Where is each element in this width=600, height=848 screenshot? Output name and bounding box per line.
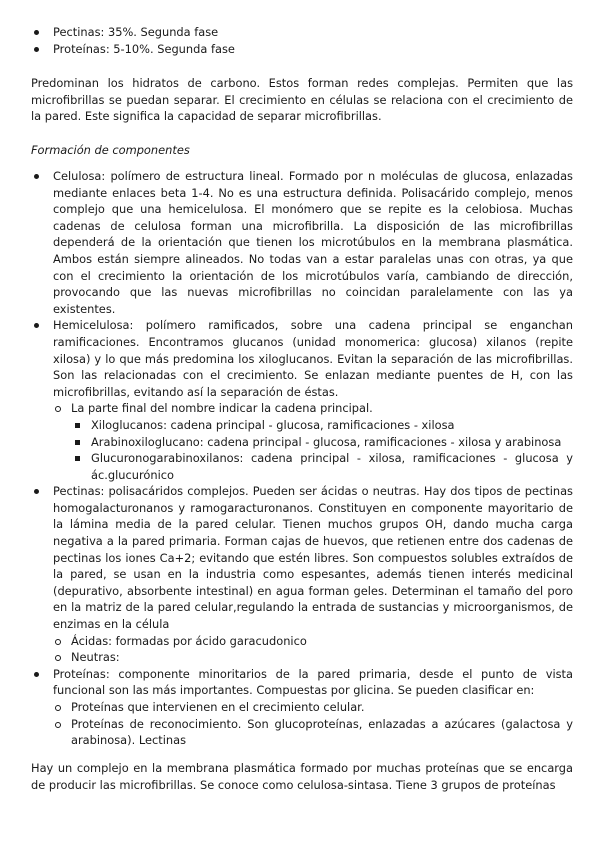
sub-sub-list-item: Arabinoxiloglucano: cadena principal - glucosa, ramificaciones - xilosa y arabinosa: [71, 434, 573, 451]
sub-list-item: Ácidas: formadas por ácido garacudonico: [51, 633, 573, 650]
components-list: [31, 168, 573, 749]
list-item-proteinas: Proteínas: componente minoritarios de la pared primaria, desde el punto de vista funcional son las más importantes. Compuestas por glicina. Se pueden clasificar en:: [31, 666, 573, 699]
list-item-pectinas: Pectinas: polisacáridos complejos. Pueden ser ácidas o neutras. Hay dos tipos de pectinas homogalacturonanos y ramogaracturonanos. Constituyen en componente mayoritario de la lámina media de la pared celular. Tienen muchos grupos OH, dando mucha carga negativa a la pared primaria. Forman cajas de huevos, que retienen entre dos cadenas de pectinas los iones Ca+2; evitando que estén libres. Son compuestos solubles extraídos de la pared, se usan en la industria como espesantes, además tienen interés medicinal (depurativo, absorbente intestinal) en agua forman geles. Determinan el tamaño del poro en la matriz de la pared celular,regulando la entrada de sustancias y microorganismos, de enzimas en la célula: [31, 483, 573, 632]
sub-list-item: La parte final del nombre indicar la cadena principal.: [51, 400, 573, 417]
final-paragraph: Hay un complejo en la membrana plasmática formado por muchas proteínas que se encarga de producir las microfibrillas. Se conoce como celulosa-sintasa. Tiene 3 grupos de proteínas: [31, 761, 573, 792]
sub-list-item: Neutras:: [51, 649, 573, 666]
list-item: Pectinas: 35%. Segunda fase: [31, 24, 551, 41]
top-bullet-list: [31, 24, 551, 57]
list-item-hemicelulosa: Hemicelulosa: polímero ramificados, sobre una cadena principal se enganchan ramificaciones. Encontramos glucanos (unidad monomerica: glucosa) xilanos (repite xilosa) y lo que más predomina los xiloglucanos. Evitan la separación de las microfibrillas. Son las relacionadas con el crecimiento. Se enlazan mediante puentes de H, con las microfibrillas, evitando así la separación de éstas.: [31, 317, 573, 400]
sub-list-item: Proteínas que intervienen en el crecimiento celular.: [51, 699, 573, 716]
sub-sub-list-item: Xiloglucanos: cadena principal - glucosa, ramificaciones - xilosa: [71, 417, 573, 434]
intro-paragraph: Predominan los hidratos de carbono. Estos forman redes complejas. Permiten que las microfibrillas se puedan separar. El crecimiento en células se relaciona con el crecimiento de la pared. Este significa la capacidad de separar microfibrillas.: [31, 76, 573, 124]
section-heading: Formación de componentes: [31, 143, 190, 157]
sub-list-item: Proteínas de reconocimiento. Son glucoproteínas, enlazadas a azúcares (galactosa y arabinosa). Lectinas: [51, 716, 573, 749]
list-item-celulosa: Celulosa: polímero de estructura lineal. Formado por n moléculas de glucosa, enlazadas mediante enlaces beta 1-4. No es una estructura definida. Polisacárido complejo, menos complejo que una hemicelulosa. El monómero que se repite es la celobiosa. Muchas cadenas de celulosa forman una microfibrilla. La disposición de las microfibrillas dependerá de la orientación que tienen los microtúbulos en la membrana plasmática. Ambos están siempre alineados. No todas van a estar paralelas unas con otras, ya que con el crecimiento la orientación de los microtúbulos varía, cambiando de dirección, provocando que las nuevas microfibrillas no coincidan paralelamente con las ya existentes.: [31, 168, 573, 317]
sub-sub-list-item: Glucuronogarabinoxilanos: cadena principal - xilosa, ramificaciones - glucosa y ác.glucurónico: [71, 450, 573, 483]
list-item: Proteínas: 5-10%. Segunda fase: [31, 41, 551, 58]
